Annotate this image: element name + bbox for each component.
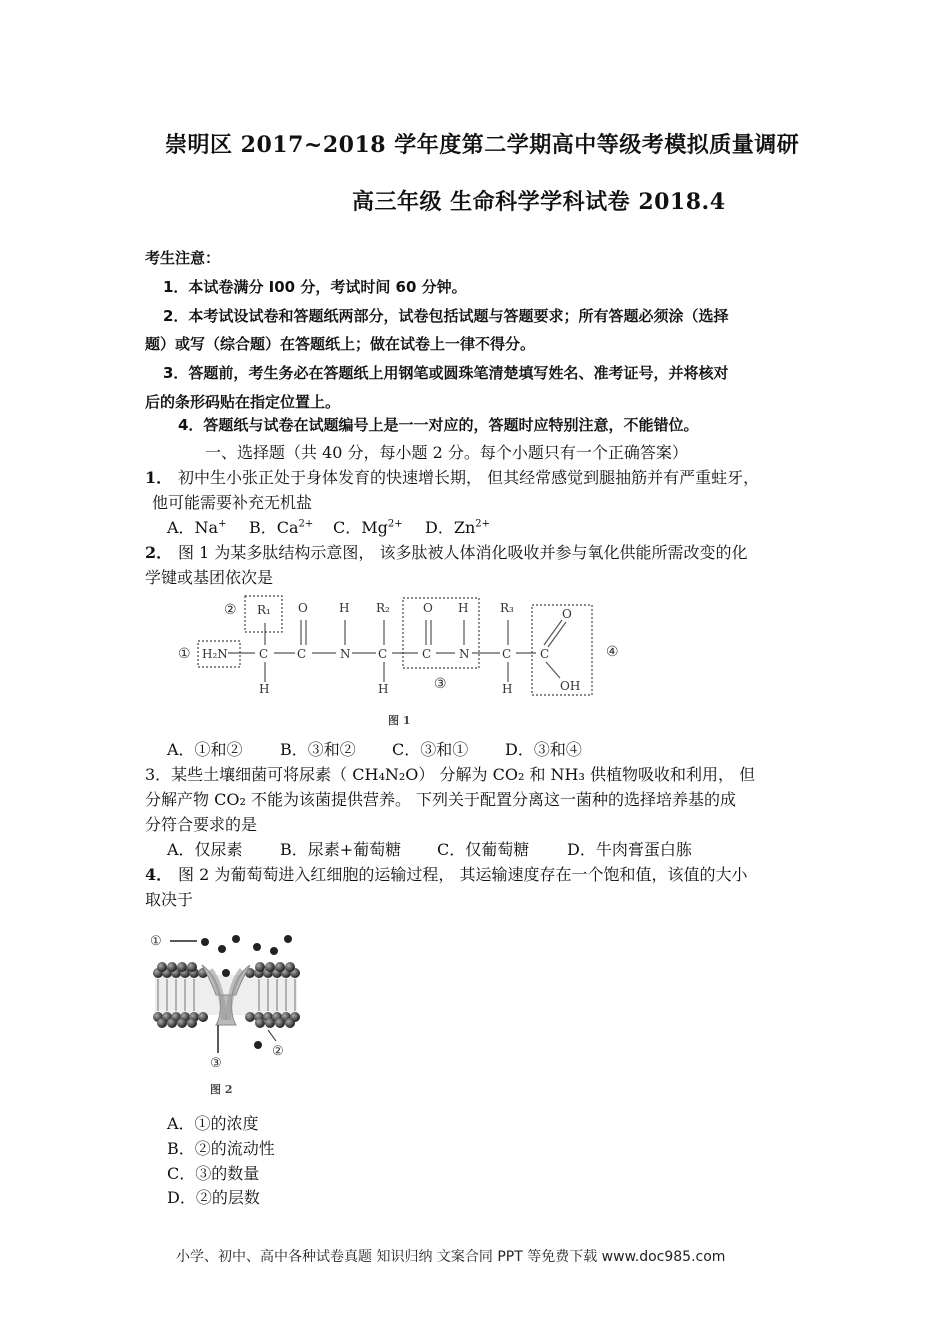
q2-option-d: D．③和④: [505, 740, 582, 759]
fig1-caption: 图 1: [388, 714, 411, 727]
fig1-h: H: [378, 682, 389, 696]
fig1-r2: R₂: [376, 601, 390, 615]
fig1-r3: R₃: [500, 601, 514, 615]
fig1-n: N: [340, 647, 351, 661]
fig1-label-4: ④: [606, 644, 619, 660]
fig1-o: O: [562, 607, 572, 621]
fig1-label-1: ①: [178, 646, 191, 662]
fig1-c: C: [297, 647, 307, 661]
fig1-c: C: [540, 647, 550, 661]
fig2-caption: 图 2: [210, 1083, 233, 1096]
q3-option-d: D．牛肉膏蛋白胨: [567, 840, 692, 859]
q1-option-d: D．$Zn^{2+}$: [425, 518, 491, 537]
fig1-oh: OH: [560, 679, 581, 693]
q1-option-c: C．$Mg^{2+}$: [333, 518, 403, 537]
fig1-c: C: [378, 647, 388, 661]
q4-option-b: B．②的流动性: [167, 1139, 275, 1158]
q1-stem-line1: 初中生小张正处于身体发育的快速增长期， 但其经常感觉到腿抽筋并有严重蛀牙，: [178, 468, 760, 487]
figure-2-membrane: [150, 925, 310, 1100]
fig1-h: H: [458, 601, 469, 615]
q3-option-c: C．仅葡萄糖: [437, 840, 530, 859]
exam-title-line2: 高三年级 生命科学学科试卷 2018.4: [352, 189, 726, 215]
fig1-o: O: [298, 601, 308, 615]
fig1-label-3: ③: [434, 676, 447, 692]
q2-stem-line1: 图 1 为某多肽结构示意图， 该多肽被人体消化吸收并参与氧化供能所需改变的化: [178, 543, 748, 562]
q3-stem-line2: 分解产物 CO₂ 不能为该菌提供营养。 下列关于配置分离这一菌种的选择培养基的成: [145, 790, 737, 809]
fig1-h2n: H₂N: [202, 647, 228, 661]
fig1-h: H: [502, 682, 513, 696]
fig1-h: H: [259, 682, 270, 696]
q2-number: 2．: [145, 543, 173, 562]
fig1-n: N: [459, 647, 470, 661]
fig2-label-2: ②: [272, 1044, 284, 1059]
fig1-o: O: [423, 601, 433, 615]
q2-option-c: C．③和①: [392, 740, 469, 759]
notice-heading: 考生注意：: [145, 249, 221, 267]
fig1-r1: R₁: [257, 603, 271, 617]
q3-option-b: B．尿素+葡萄糖: [280, 840, 402, 859]
notice-item-2a: 2．本考试设试卷和答题纸两部分，试卷包括试题与答题要求；所有答题必须涂（选择: [163, 307, 729, 325]
fig2-label-1: ①: [150, 934, 162, 949]
section-heading: 一、选择题（共 40 分，每小题 2 分。每个小题只有一个正确答案）: [205, 443, 688, 462]
q3-stem-line1: 3．某些土壤细菌可将尿素（ CH₄N₂O） 分解为 CO₂ 和 NH₃ 供植物吸收和利用， 但: [145, 765, 756, 784]
q1-stem-line2: 他可能需要补充无机盐: [152, 493, 313, 512]
q4-option-d: D．②的层数: [167, 1188, 260, 1207]
q3-stem-line3: 分符合要求的是: [145, 815, 258, 834]
notice-item-3a: 3．答题前，考生务必在答题纸上用钢笔或圆珠笔清楚填写姓名、准考证号，并将核对: [163, 364, 729, 382]
q1-option-a: A．Na+: [167, 518, 227, 537]
q4-number: 4．: [145, 865, 173, 884]
fig1-c: C: [422, 647, 432, 661]
fig2-label-3: ③: [210, 1056, 222, 1071]
q4-option-c: C．③的数量: [167, 1164, 260, 1183]
fig1-label-2: ②: [224, 602, 237, 618]
figure-1-polypeptide: [170, 590, 640, 740]
notice-item-2b: 题）或写（综合题）在答题纸上；做在试卷上一律不得分。: [145, 335, 536, 353]
exam-title-line1: 崇明区 2017~2018 学年度第二学期高中等级考模拟质量调研: [165, 132, 800, 158]
q1-number: 1．: [145, 468, 173, 487]
q4-stem-line2: 取决于: [145, 890, 194, 909]
notice-item-3b: 后的条形码贴在指定位置上。: [145, 393, 341, 411]
q2-option-a: A．①和②: [167, 740, 243, 759]
fig1-c: C: [502, 647, 512, 661]
q3-option-a: A．仅尿素: [167, 840, 243, 859]
fig1-h: H: [339, 601, 350, 615]
q2-option-b: B．③和②: [280, 740, 356, 759]
notice-item-4: 4．答题纸与试卷在试题编号上是一一对应的，答题时应特别注意，不能错位。: [178, 416, 699, 434]
q1-option-b: B．$Ca^{2+}$: [249, 518, 314, 537]
q4-option-a: A．①的浓度: [167, 1114, 259, 1133]
fig1-c: C: [259, 647, 269, 661]
footer-text: 小学、初中、高中各种试卷真题 知识归纳 文案合同 PPT 等免费下载 www.doc985.com: [176, 1249, 726, 1265]
q4-stem-line1: 图 2 为葡萄萄进入红细胞的运输过程， 其运输速度存在一个饱和值，该值的大小: [178, 865, 748, 884]
notice-item-1: 1．本试卷满分 I00 分，考试时间 60 分钟。: [163, 278, 467, 296]
q2-stem-line2: 学键或基团依次是: [145, 568, 274, 587]
